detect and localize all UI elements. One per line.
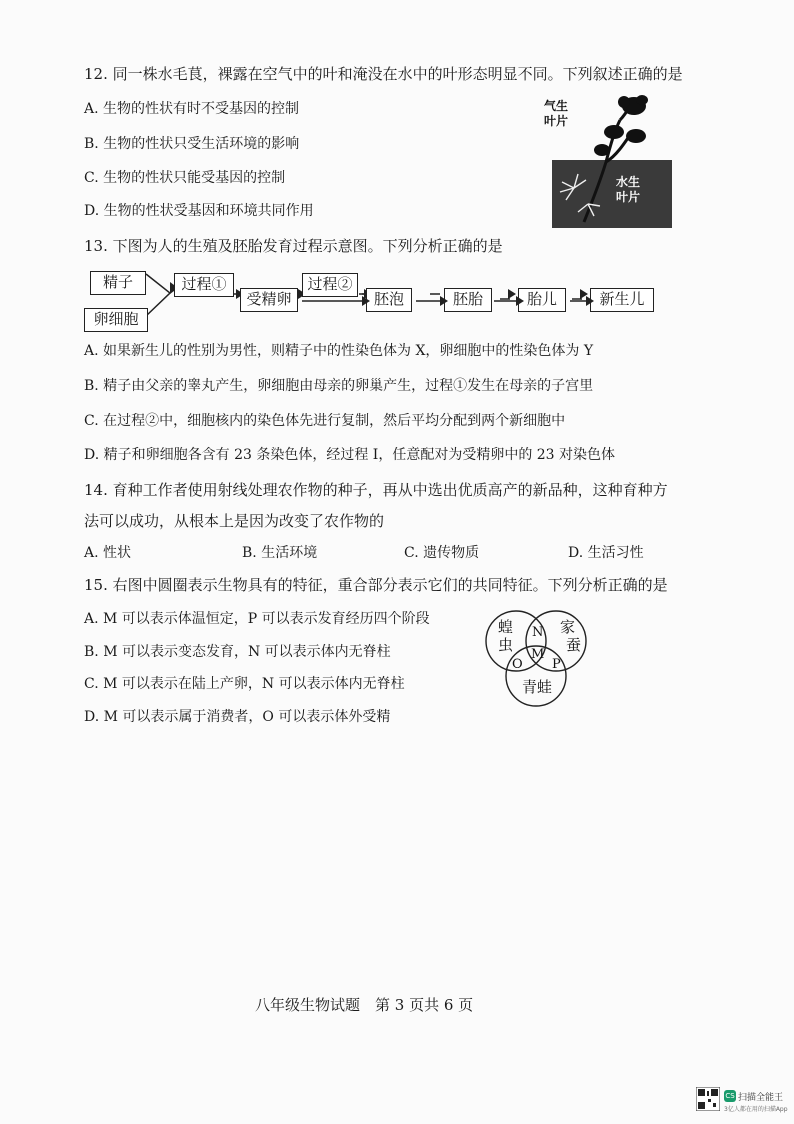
process2-box: 过程② <box>302 273 358 297</box>
venn-diagram <box>484 608 590 712</box>
q14-option-b: B. 生活环境 <box>242 545 318 561</box>
egg-box: 卵细胞 <box>84 308 148 332</box>
page-footer: 八年级生物试题 第 3 页共 6 页 <box>255 996 474 1014</box>
venn-region-p: P <box>552 657 561 672</box>
venn-region-n: N <box>532 625 544 640</box>
air-leaf-label-1: 气生 <box>544 99 569 113</box>
embryo-box: 胚胎 <box>444 288 492 312</box>
venn-silkworm-1: 家 <box>560 618 576 636</box>
q15-option-b: B. M 可以表示变态发育，N 可以表示体内无脊柱 <box>84 644 391 660</box>
water-leaf-label-1: 水生 <box>616 175 641 189</box>
q12-option-c: C. 生物的性状只能受基因的控制 <box>84 170 286 186</box>
watermark-subtitle: 3亿人都在用的扫描App <box>724 1106 788 1113</box>
q13-option-b: B. 精子由父亲的睾丸产生，卵细胞由母亲的卵巢产生，过程①发生在母亲的子宫里 <box>84 378 594 394</box>
q12-option-b: B. 生物的性状只受生活环境的影响 <box>84 136 300 152</box>
venn-locust-2: 虫 <box>498 636 514 654</box>
water-buttercup-figure <box>544 92 676 232</box>
newborn-box: 新生儿 <box>590 288 654 312</box>
flow-arrows-row <box>140 290 660 314</box>
q14-stem-line1: 14. 育种工作者使用射线处理农作物的种子，再从中选出优质高产的新品种，这种育种方 <box>84 481 668 499</box>
venn-silkworm-2: 蚕 <box>566 636 582 654</box>
water-leaf-label-2: 叶片 <box>616 190 641 204</box>
q14-stem-line2: 法可以成功，从根本上是因为改变了农作物的 <box>84 512 385 530</box>
process1-box: 过程① <box>174 273 234 297</box>
venn-frog: 青蛙 <box>522 678 553 696</box>
q15-stem: 15. 右图中圆圈表示生物具有的特征，重合部分表示它们的共同特征。下列分析正确的是 <box>84 576 668 594</box>
q14-option-a: A. 性状 <box>84 545 132 561</box>
air-leaf-label-2: 叶片 <box>544 114 569 128</box>
sperm-box: 精子 <box>90 271 146 295</box>
qr-code-icon <box>696 1087 720 1111</box>
camscanner-logo-icon: CS <box>725 1092 735 1100</box>
q14-option-c: C. 遗传物质 <box>404 545 480 561</box>
blastocyst-box: 胚泡 <box>366 288 412 312</box>
q13-option-c: C. 在过程②中，细胞核内的染色体先进行复制，然后平均分配到两个新细胞中 <box>84 413 566 429</box>
q15-option-a: A. M 可以表示体温恒定，P 可以表示发育经历四个阶段 <box>84 611 430 627</box>
q12-option-d: D. 生物的性状受基因和环境共同作用 <box>84 203 314 219</box>
venn-region-m: M <box>531 647 545 662</box>
q13-stem: 13. 下图为人的生殖及胚胎发育过程示意图。下列分析正确的是 <box>84 237 503 255</box>
q12-option-a: A. 生物的性状有时不受基因的控制 <box>84 101 300 117</box>
fetus-box: 胎儿 <box>518 288 566 312</box>
q13-option-a: A. 如果新生儿的性别为男性，则精子中的性染色体为 X，卵细胞中的性染色体为 Y <box>84 343 594 359</box>
q12-stem: 12. 同一株水毛茛，裸露在空气中的叶和淹没在水中的叶形态明显不同。下列叙述正确的是 <box>84 65 683 83</box>
q14-option-d: D. 生活习性 <box>568 545 644 561</box>
venn-locust-1: 蝗 <box>498 618 514 636</box>
watermark-app-name: 扫描全能王 <box>738 1093 784 1103</box>
q13-option-d: D. 精子和卵细胞各含有 23 条染色体，经过程 I，任意配对为受精卵中的 23 对染色体 <box>84 447 616 463</box>
q15-option-d: D. M 可以表示属于消费者，O 可以表示体外受精 <box>84 709 391 725</box>
venn-region-o: O <box>512 657 523 672</box>
q15-option-c: C. M 可以表示在陆上产卵，N 可以表示体内无脊柱 <box>84 676 405 692</box>
zygote-box: 受精卵 <box>240 288 298 312</box>
